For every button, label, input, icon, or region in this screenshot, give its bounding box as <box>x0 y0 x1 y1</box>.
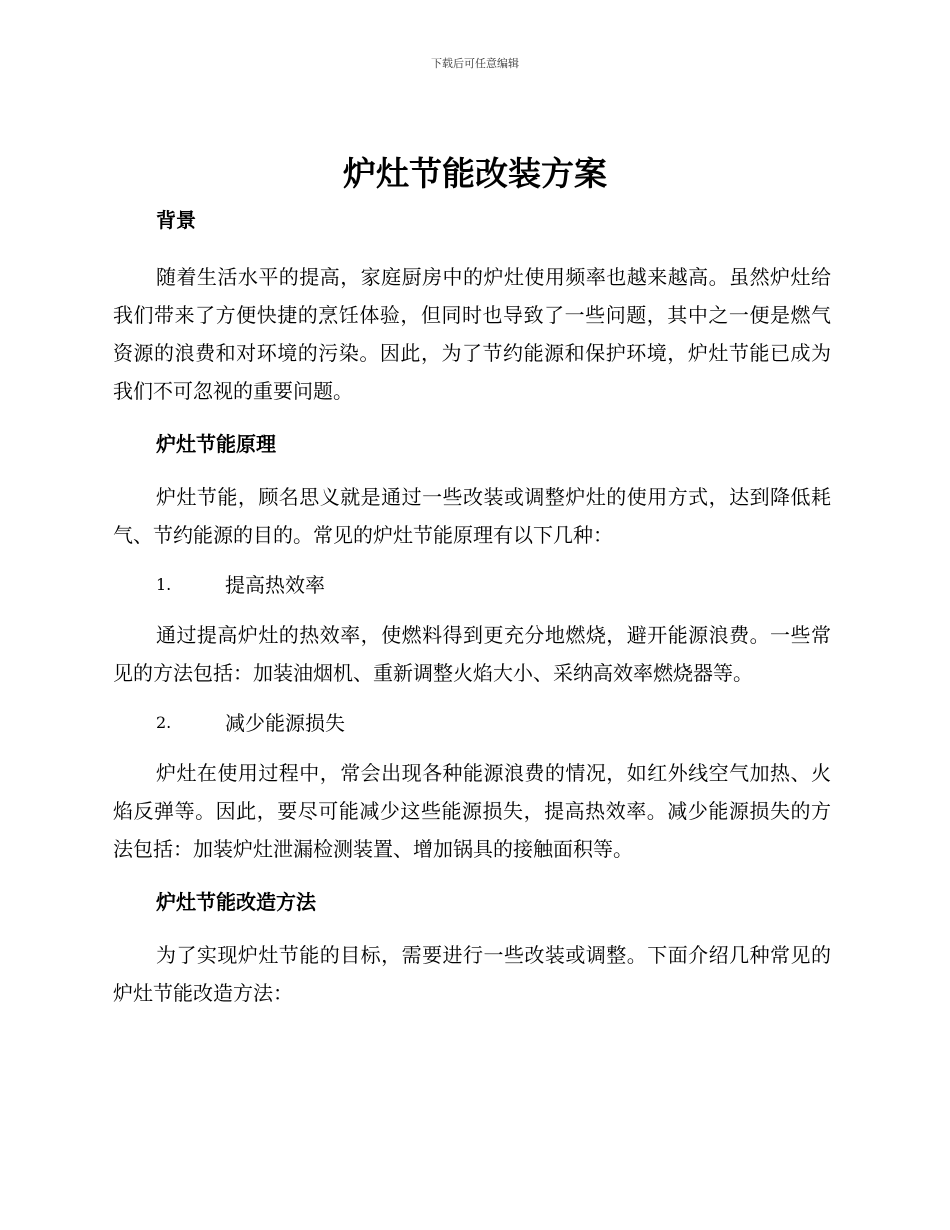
list-number-2: 2. <box>156 713 172 732</box>
document-title: 炉灶节能改装方案 <box>343 154 607 193</box>
list-item-2 <box>113 704 831 742</box>
list-item-1 <box>113 566 831 604</box>
list-number-1: 1. <box>156 575 172 594</box>
list-label-2: 减少能源损失 <box>225 711 345 735</box>
section-heading-principle: 炉灶节能原理 <box>156 432 276 456</box>
principle-paragraph: 炉灶节能，顾名思义就是通过一些改装或调整炉灶的使用方式，达到降低耗气、节约能源的目的。常见的炉灶节能原理有以下几种： <box>113 485 831 547</box>
background-paragraph: 随着生活水平的提高，家庭厨房中的炉灶使用频率也越来越高。虽然炉灶给我们带来了方便快捷的烹饪体验，但同时也导致了一些问题，其中之一便是燃气资源的浪费和对环境的污染。因此，为了节约能源和保护环境，炉灶节能已成为我们不可忽视的重要问题。 <box>113 265 831 403</box>
document-body <box>113 198 831 1012</box>
method-paragraph: 为了实现炉灶节能的目标，需要进行一些改装或调整。下面介绍几种常见的炉灶节能改造方法： <box>113 943 831 1005</box>
section-heading-background: 背景 <box>156 208 196 232</box>
item2-paragraph: 炉灶在使用过程中，常会出现各种能源浪费的情况，如红外线空气加热、火焰反弹等。因此，要尽可能减少这些能源损失，提高热效率。减少能源损失的方法包括：加装炉灶泄漏检测装置、增加锅具的接触面积等。 <box>113 761 831 861</box>
item1-paragraph: 通过提高炉灶的热效率，使燃料得到更充分地燃烧，避开能源浪费。一些常见的方法包括：加装油烟机、重新调整火焰大小、采纳高效率燃烧器等。 <box>113 623 831 685</box>
list-label-1: 提高热效率 <box>225 573 325 597</box>
section-heading-method: 炉灶节能改造方法 <box>156 890 316 914</box>
header-note: 下载后可任意编辑 <box>431 57 519 70</box>
